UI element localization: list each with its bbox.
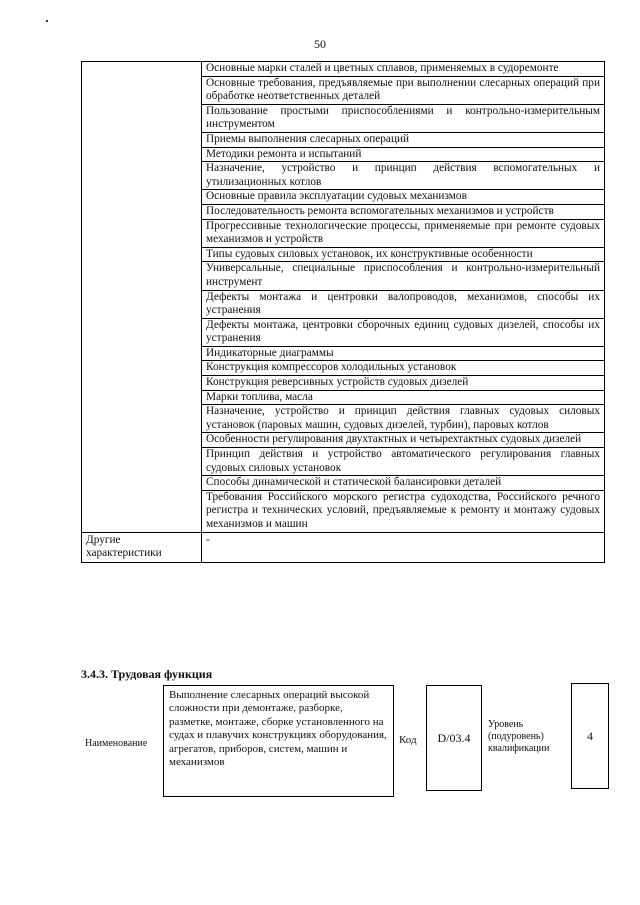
knowledge-item: Назначение, устройство и принцип действия вспомогательных и утилизационных котлов (202, 162, 604, 190)
knowledge-item: Пользование простыми приспособлениями и контрольно-измерительным инструментом (202, 105, 604, 133)
function-code-box: D/03.4 (426, 685, 482, 791)
knowledge-item: Особенности регулирования двухтактных и четырехтактных судовых дизелей (202, 433, 604, 448)
knowledge-item: Конструкция компрессоров холодильных установок (202, 361, 604, 376)
knowledge-row (82, 62, 605, 533)
knowledge-item: Дефекты монтажа и центровки валопроводов, механизмов, способы их устранения (202, 291, 604, 319)
knowledge-item: Типы судовых силовых установок, их конструктивные особенности (202, 248, 604, 263)
knowledge-item: Принцип действия и устройство автоматического регулирования главных судовых силовых установок (202, 448, 604, 476)
other-characteristics-value: - (202, 532, 605, 562)
knowledge-item: Требования Российского морского регистра судоходства, Российского речного регистра и технических условий, предъявляемые к ремонту и монтажу судовых механизмов и машин (206, 490, 600, 530)
scan-speck (46, 20, 48, 22)
knowledge-item: Индикаторные диаграммы (202, 347, 604, 362)
knowledge-item: Способы динамической и статической балансировки деталей (202, 476, 604, 491)
knowledge-item: Основные марки сталей и цветных сплавов, применяемых в судоремонте (202, 62, 604, 77)
knowledge-table (81, 61, 605, 563)
knowledge-item: Марки топлива, масла (202, 391, 604, 406)
section-title: 3.4.3. Трудовая функция (81, 667, 213, 681)
knowledge-item: Универсальные, специальные приспособления и контрольно-измерительный инструмент (202, 262, 604, 290)
knowledge-item: Приемы выполнения слесарных операций (202, 133, 604, 148)
knowledge-item: Дефекты монтажа, центровки сборочных единиц судовых дизелей, способы их устранения (202, 319, 604, 347)
code-label: Код (399, 734, 417, 746)
other-characteristics-row (82, 532, 605, 562)
qualification-level-box: 4 (571, 683, 609, 789)
knowledge-items-cell (202, 62, 605, 533)
knowledge-item: Основные требования, предъявляемые при выполнении слесарных операций при обработке неответственных деталей (202, 77, 604, 105)
knowledge-item: Прогрессивные технологические процессы, применяемые при ремонте судовых механизмов и устройств (202, 220, 604, 248)
qualification-level-label: Уровень (подуровень) квалификации (488, 719, 550, 754)
other-characteristics-label: Другие характеристики (82, 532, 202, 562)
name-label: Наименование (85, 738, 148, 749)
knowledge-item: Основные правила эксплуатации судовых механизмов (202, 190, 604, 205)
function-name-box: Выполнение слесарных операций высокой сложности при демонтаже, разборке, разметке, монтаже, сборке установленного на судах и плавучих конструкциях оборудования, агрегатов, приборов, систем, машин и механизмов (163, 685, 394, 797)
knowledge-item: Конструкция реверсивных устройств судовых дизелей (202, 376, 604, 391)
knowledge-item: Методики ремонта и испытаний (202, 148, 604, 163)
knowledge-item: Последовательность ремонта вспомогательных механизмов и устройств (202, 205, 604, 220)
page-number: 50 (314, 37, 326, 51)
knowledge-item: Назначение, устройство и принцип действия главных судовых силовых установок (паровых машин, судовых дизелей, турбин), паровых котлов (202, 405, 604, 433)
knowledge-label-cell (82, 62, 202, 533)
